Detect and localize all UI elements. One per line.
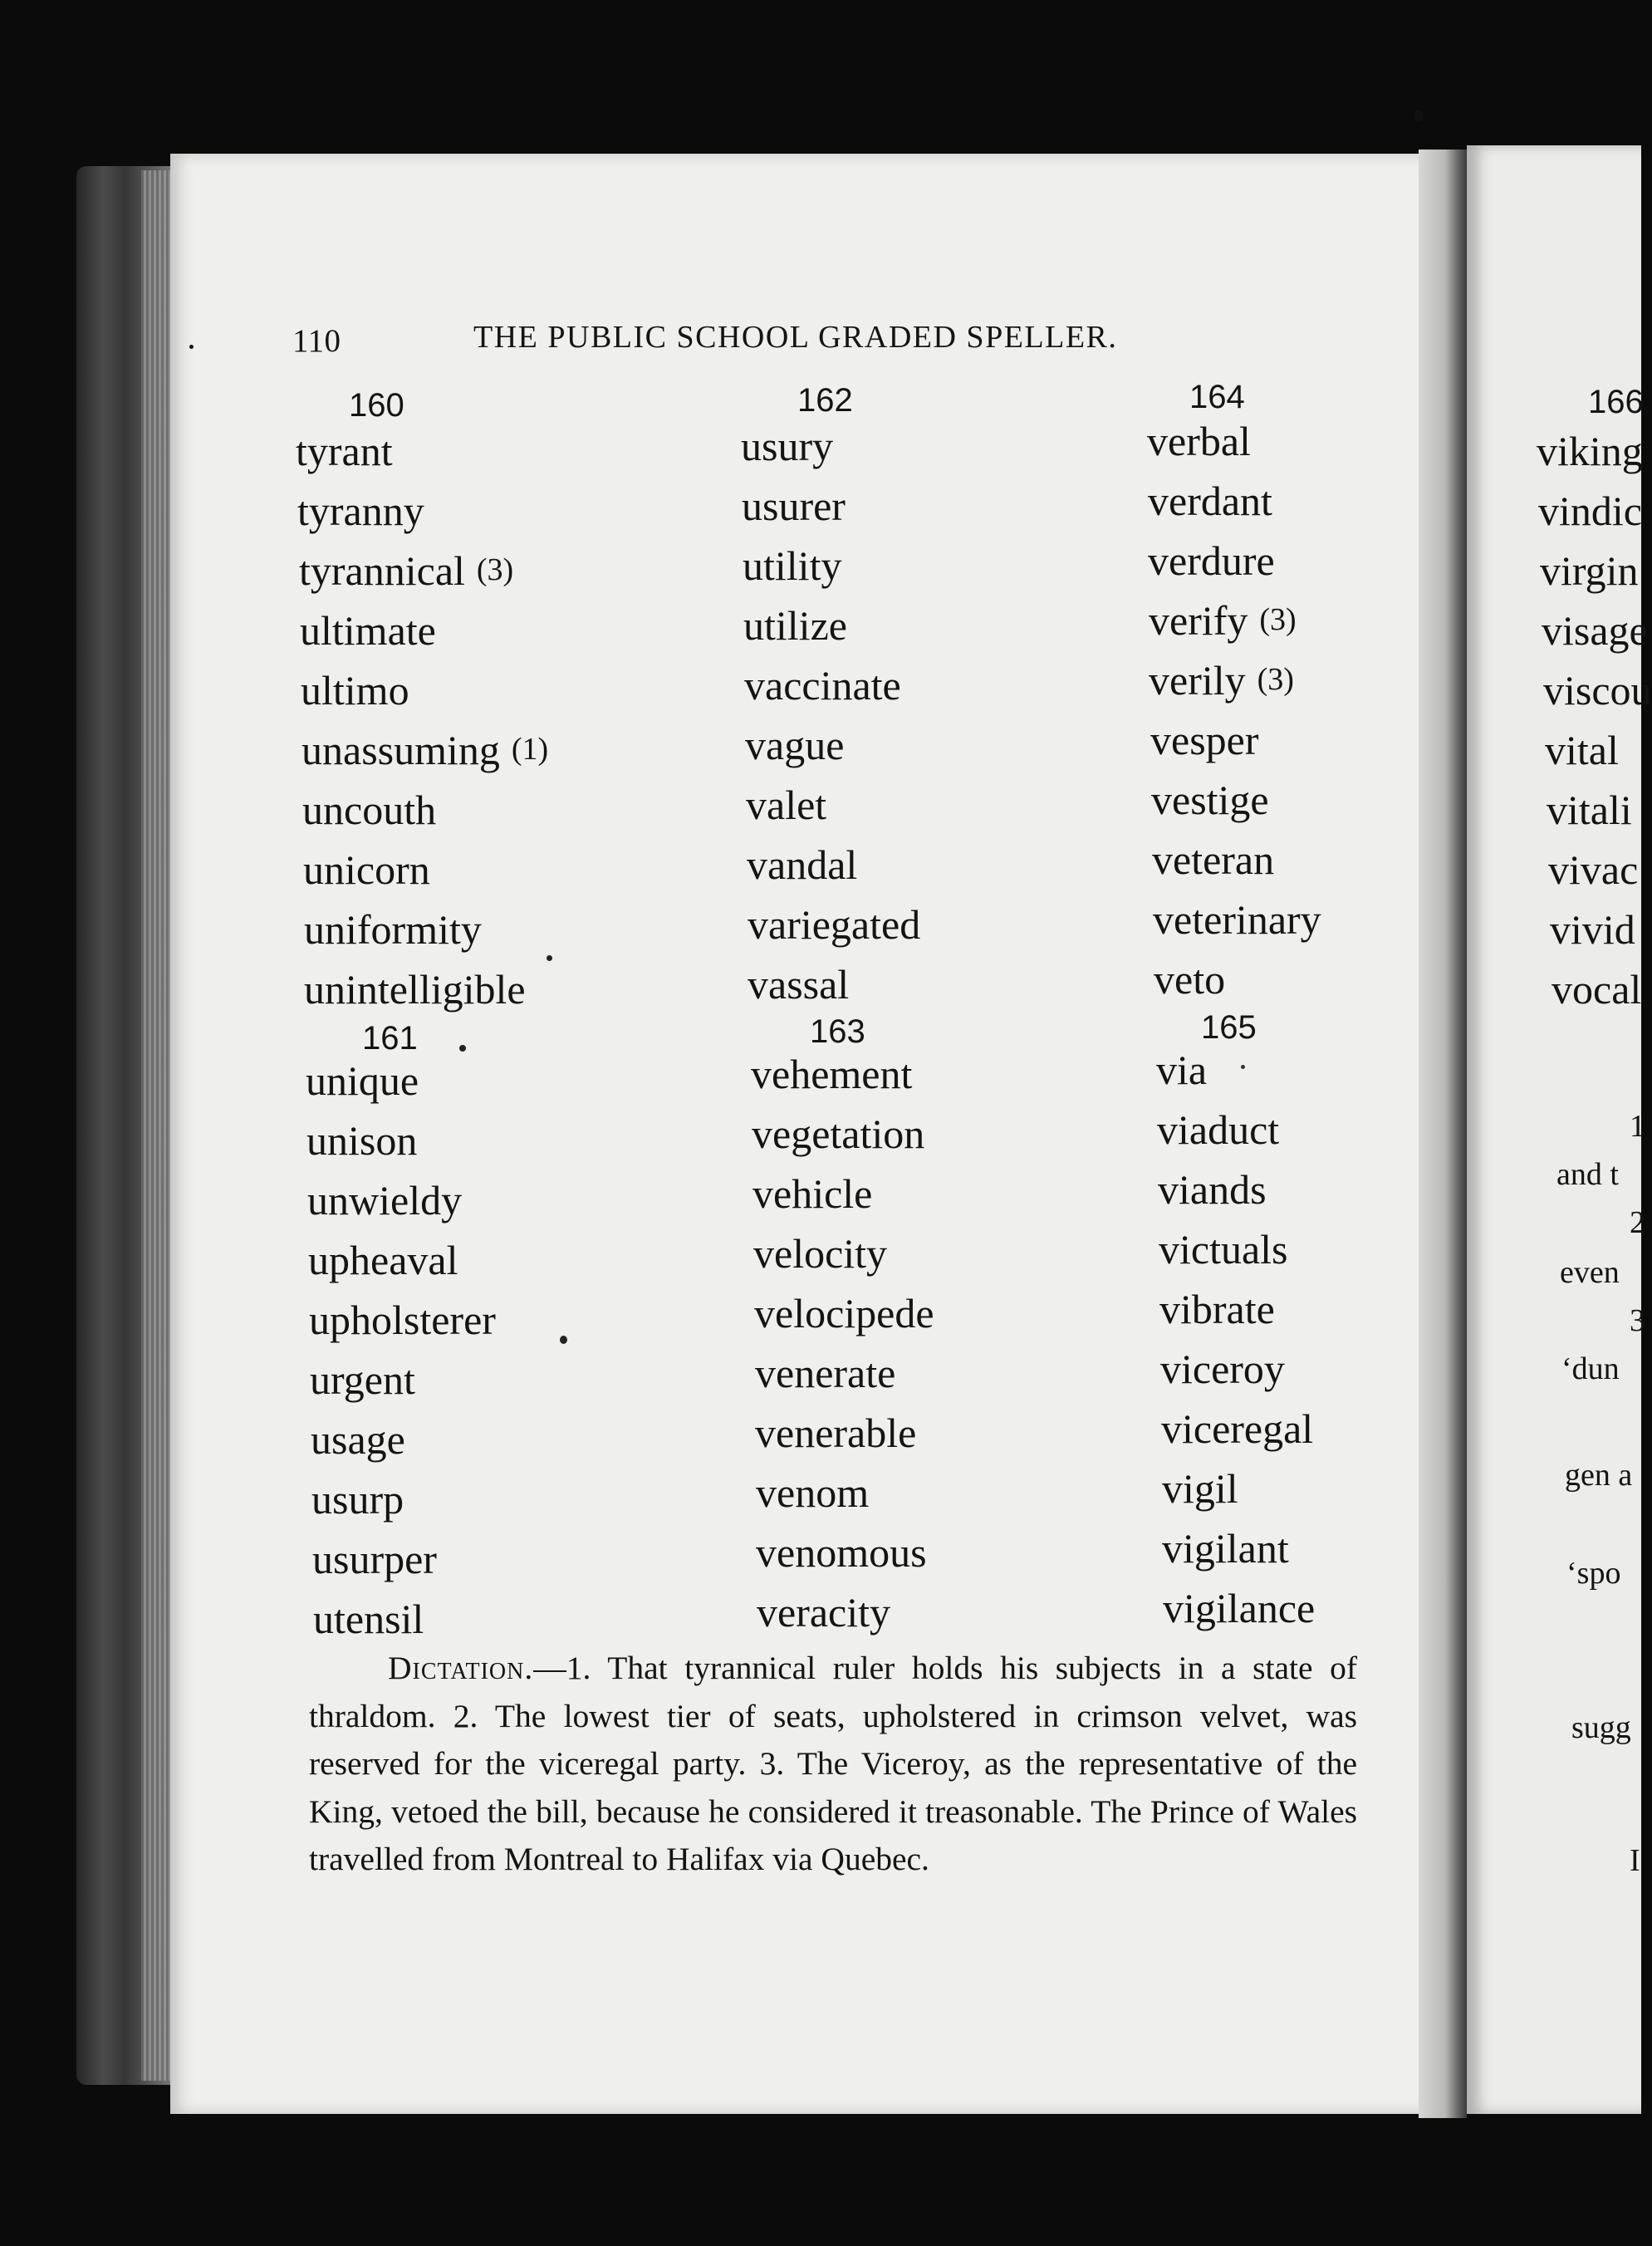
spelling-word: ultimo <box>301 667 409 714</box>
facing-fragment: and t <box>1556 1157 1619 1192</box>
spelling-word: unicorn <box>303 846 430 893</box>
spelling-word: usage <box>311 1416 405 1463</box>
page-edges <box>141 170 174 2081</box>
facing-fragment: ‘dun <box>1561 1351 1620 1386</box>
spelling-word: vigilance <box>1163 1585 1316 1631</box>
spelling-word: ultimate <box>300 607 436 654</box>
lesson-number: 161 <box>362 1020 418 1057</box>
spelling-word: velocity <box>753 1230 888 1277</box>
lesson-number: 162 <box>797 382 853 419</box>
spelling-word: viceregal <box>1161 1405 1314 1452</box>
spelling-word: utility <box>743 542 842 589</box>
lesson-number: 163 <box>810 1013 865 1050</box>
spelling-word: vigilant <box>1162 1525 1289 1572</box>
spelling-word: verily (3) <box>1149 657 1294 704</box>
spelling-word: vehement <box>751 1051 913 1097</box>
spelling-word: verbal <box>1147 418 1251 464</box>
facing-word: vital <box>1545 727 1619 773</box>
spelling-word: venom <box>756 1469 870 1516</box>
facing-fragment: gen a <box>1565 1458 1633 1493</box>
facing-fragment: I <box>1630 1843 1640 1878</box>
lesson-number: 160 <box>349 387 404 424</box>
print-speck <box>547 955 552 961</box>
spelling-word: vandal <box>747 841 858 888</box>
facing-word: virgin <box>1540 547 1639 594</box>
page-number: 110 <box>292 323 341 359</box>
spelling-word: vehicle <box>752 1170 873 1217</box>
spelling-word: variegated <box>748 901 921 948</box>
spelling-word: vague <box>745 722 845 768</box>
facing-word: vivid <box>1550 906 1635 953</box>
spelling-word: vassal <box>748 961 850 1008</box>
spelling-word: upholsterer <box>309 1297 496 1343</box>
spelling-word: unison <box>306 1117 418 1164</box>
spelling-word: vibrate <box>1159 1286 1275 1332</box>
spelling-word: unique <box>306 1057 419 1104</box>
spelling-word: tyrant <box>296 428 393 474</box>
facing-word: viscou <box>1543 667 1652 714</box>
spelling-word: venerable <box>755 1410 917 1456</box>
dictation-paragraph <box>309 1645 1357 1884</box>
dust-speck <box>189 345 194 349</box>
spelling-word: uniformity <box>304 906 482 953</box>
spelling-word: venomous <box>756 1529 927 1576</box>
print-speck <box>560 1336 567 1344</box>
facing-fragment: even <box>1560 1255 1620 1290</box>
spelling-word: verdure <box>1148 537 1275 584</box>
lesson-reference: (3) <box>476 552 514 587</box>
facing-word: vindic <box>1538 488 1642 534</box>
spelling-word: via <box>1156 1047 1208 1093</box>
dictation-text: —1. That tyrannical ruler holds his subjects in a state of thraldom. 2. The lowest tier of seats, upholstered in crimson velvet, was reserved for the viceregal party. 3. The Viceroy, as the representative of the King, vetoed the bill, because he considered it treasonable. The Prince of Wales travelled from Montreal to Halifax via Quebec. <box>309 1650 1357 1877</box>
spelling-word: uncouth <box>302 787 437 833</box>
lesson-reference: (1) <box>511 732 549 767</box>
print-speck <box>1241 1065 1245 1069</box>
facing-fragment: sugg <box>1571 1710 1631 1745</box>
facing-word: vitali <box>1547 787 1632 833</box>
lesson-reference: (3) <box>1257 662 1294 697</box>
spelling-word: veterinary <box>1153 896 1321 943</box>
spelling-word: urgent <box>310 1356 415 1403</box>
lesson-number: 164 <box>1189 379 1245 415</box>
facing-word: vocal <box>1552 966 1642 1013</box>
spelling-word: venerate <box>755 1350 896 1396</box>
spelling-word: viaduct <box>1157 1106 1280 1153</box>
spelling-word: velocipede <box>754 1290 934 1336</box>
spelling-word: vestige <box>1151 777 1269 823</box>
spelling-word: usury <box>741 423 834 469</box>
facing-fragment: ‘spo <box>1566 1556 1621 1591</box>
facing-word: viking <box>1537 428 1643 474</box>
facing-fragment: 1 <box>1630 1109 1645 1144</box>
spelling-word: tyrannical (3) <box>299 547 514 594</box>
spelling-word: upheaval <box>308 1237 458 1283</box>
spelling-word: viands <box>1158 1166 1267 1213</box>
facing-word: vivac <box>1548 846 1639 893</box>
spelling-word: veteran <box>1152 836 1275 883</box>
spelling-word: viceroy <box>1160 1346 1285 1392</box>
spelling-word: unintelligible <box>304 966 526 1013</box>
spelling-word: utensil <box>313 1596 424 1642</box>
dust-speck <box>1414 110 1424 121</box>
facing-word: visage <box>1542 607 1648 654</box>
facing-fragment: 3 <box>1630 1303 1645 1338</box>
spelling-word: veto <box>1154 956 1226 1003</box>
spelling-word: vesper <box>1150 717 1259 763</box>
print-speck <box>459 1045 466 1052</box>
dictation-label: Dictation. <box>388 1650 534 1686</box>
spelling-word: victuals <box>1159 1226 1288 1273</box>
spelling-word: vaccinate <box>744 662 901 709</box>
spelling-word: usurer <box>742 483 846 529</box>
spelling-word: veracity <box>757 1589 891 1635</box>
lesson-reference: (3) <box>1259 602 1297 637</box>
spelling-word: vegetation <box>752 1111 925 1157</box>
running-head: THE PUBLIC SCHOOL GRADED SPELLER. <box>473 320 1118 355</box>
spelling-word: usurper <box>312 1536 437 1582</box>
spelling-word: tyranny <box>297 488 424 534</box>
lesson-number: 165 <box>1201 1009 1257 1046</box>
spelling-word: utilize <box>743 602 847 649</box>
spelling-word: usurp <box>311 1476 404 1523</box>
spelling-word: vigil <box>1162 1465 1238 1512</box>
spelling-word: valet <box>746 782 827 828</box>
facing-fragment: 2 <box>1630 1205 1645 1240</box>
spelling-word: verify (3) <box>1149 597 1297 644</box>
spelling-word: unwieldy <box>307 1177 463 1224</box>
book-gutter <box>1419 150 1467 2118</box>
spelling-word: unassuming (1) <box>301 727 549 773</box>
facing-lesson-number: 166 <box>1588 384 1644 420</box>
spelling-word: verdant <box>1148 478 1272 524</box>
